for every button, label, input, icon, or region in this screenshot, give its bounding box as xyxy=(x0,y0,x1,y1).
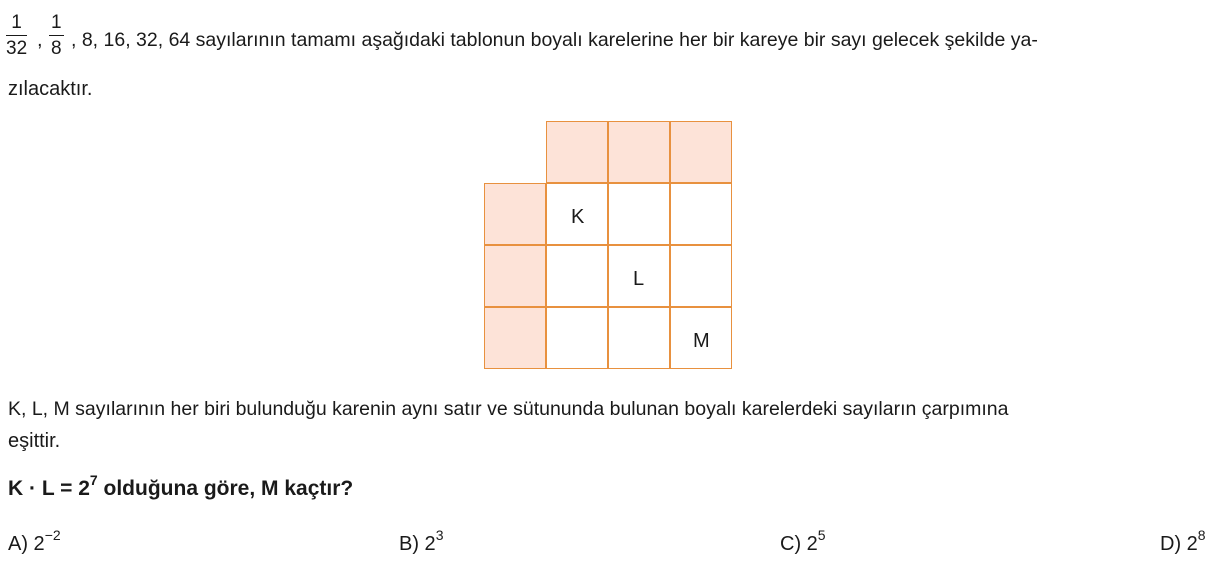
option-c-exponent: 5 xyxy=(817,527,826,544)
shaded-cell xyxy=(608,121,670,183)
option-a-exponent: −2 xyxy=(44,527,61,544)
intro-text-continued: zılacaktır. xyxy=(8,78,93,100)
question-text xyxy=(8,472,354,501)
option-d-label: D) 2 xyxy=(1160,533,1198,555)
empty-cell xyxy=(608,183,670,245)
empty-cell xyxy=(546,245,608,307)
empty-cell xyxy=(670,245,732,307)
description-text: K, L, M sayılarının her biri bulunduğu karenin aynı satır ve sütununda bulunan boyalı karelerdeki sayıların çarpımına xyxy=(8,398,1009,420)
shaded-cell xyxy=(484,183,546,245)
fraction-numerator: 1 xyxy=(6,13,27,36)
shaded-cell xyxy=(670,121,732,183)
fraction-denominator: 32 xyxy=(6,38,28,59)
cell-l: L xyxy=(608,245,670,307)
intro-text: , 8, 16, 32, 64 sayılarının tamamı aşağıdaki tablonun boyalı karelerine her bir kareye bir sayı gelecek şekilde ya- xyxy=(71,29,1038,51)
option-c-label: C) 2 xyxy=(780,533,818,555)
option-c[interactable] xyxy=(780,527,826,556)
option-d[interactable] xyxy=(1160,527,1206,556)
separator-comma: , xyxy=(37,29,43,51)
cell-k: K xyxy=(546,183,608,245)
fraction-numerator: 1 xyxy=(49,13,64,36)
option-b-exponent: 3 xyxy=(435,527,444,544)
shaded-cell xyxy=(484,307,546,369)
option-d-exponent: 8 xyxy=(1197,527,1206,544)
option-a[interactable] xyxy=(8,527,61,556)
number-table xyxy=(484,121,733,370)
description-text-continued: eşittir. xyxy=(8,430,61,452)
empty-cell xyxy=(670,183,732,245)
question-suffix: olduğuna göre, M kaçtır? xyxy=(97,477,354,500)
option-b-label: B) 2 xyxy=(399,533,436,555)
question-exponent: 7 xyxy=(89,472,98,488)
option-a-label: A) 2 xyxy=(8,533,45,555)
fraction-1-32 xyxy=(6,13,27,58)
empty-cell xyxy=(608,307,670,369)
shaded-cell xyxy=(546,121,608,183)
question-prefix: K · L = 2 xyxy=(8,477,90,500)
fraction-denominator: 8 xyxy=(51,38,62,59)
fraction-1-8 xyxy=(49,13,64,58)
cell-m: M xyxy=(670,307,732,369)
empty-cell xyxy=(546,307,608,369)
shaded-cell xyxy=(484,245,546,307)
option-b[interactable] xyxy=(399,527,444,556)
